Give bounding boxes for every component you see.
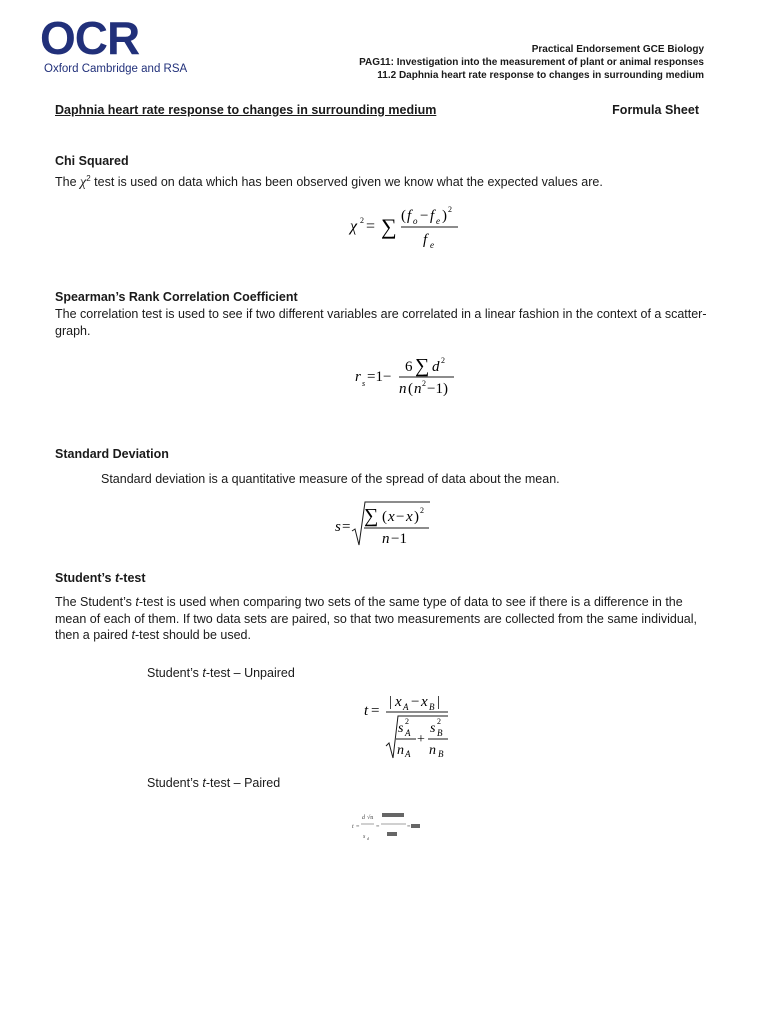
svg-text:d: d [362,815,365,821]
title-row [55,103,699,117]
spearman-body: The correlation test is used to see if two different variables are correlated in a linear fashion in the context of a scatter-graph. [55,307,707,338]
chi-symbol-sup: 2 [86,174,91,183]
formula-sheet-label: Formula Sheet [612,103,699,117]
unpaired-label-pre: Student’s [147,666,203,680]
header-line-3: 11.2 Daphnia heart rate response to changes in surrounding medium [377,70,704,81]
svg-text:x: x [388,509,395,525]
svg-text:6: 6 [405,359,413,375]
unpaired-label-post: -test – Unpaired [205,666,295,680]
ocr-logo-subtitle: Oxford Cambridge and RSA [44,63,188,75]
svg-text:A: A [405,749,411,759]
spearman-formula [350,350,470,400]
svg-text:(: ( [382,509,387,525]
ttest-heading-post: -test [119,571,146,585]
spearman-heading: Spearman’s Rank Correlation Coefficient [55,290,298,304]
svg-text:=1−: =1− [367,369,392,385]
svg-text:n: n [429,743,436,758]
svg-text:=: = [342,519,351,535]
svg-text:χ: χ [350,218,358,235]
svg-text:−1): −1) [427,381,448,397]
svg-text:d: d [432,359,440,375]
ttest-body [55,594,715,644]
svg-text:e: e [430,240,434,250]
svg-text:o: o [413,216,418,226]
ttest-body-part-3: -test should be used. [134,628,251,642]
svg-text:B: B [438,749,444,759]
standard-deviation-formula [330,497,440,551]
svg-text:x: x [395,694,402,710]
chi-intro [55,171,715,192]
ttest-body-part-2: -test is used when comparing two sets of the same type of data to see if there is a difference in the mean of each of them. If two data sets are paired, so that two measurements are collected from the same individual, then a paired [55,595,697,642]
svg-text:2: 2 [405,717,409,726]
svg-text:(: ( [401,208,406,224]
chi-intro-post: test is used on data which has been observed given we know what the expected values are. [94,175,603,190]
svg-text:t: t [364,703,369,719]
svg-text:=: = [356,824,360,830]
svg-text:2: 2 [420,506,424,515]
ttest-heading-pre: Student’s [55,571,115,585]
sd-body: Standard deviation is a quantitative measure of the spread of data about the mean. [101,472,560,486]
svg-text:+: + [417,732,425,747]
paired-label-post: -test – Paired [205,776,281,790]
svg-text:−: − [420,208,429,224]
svg-text:f: f [423,232,428,248]
paired-label-pre: Student’s [147,776,203,790]
svg-text:n: n [382,531,390,547]
svg-text:∑: ∑ [381,214,397,239]
ocr-logo: OCR [40,12,140,64]
header-line-1: Practical Endorsement GCE Biology [531,44,704,55]
header-line-2: PAG11: Investigation into the measurement of plant or animal responses [359,57,704,68]
svg-text:(: ( [408,381,413,397]
svg-text:∑: ∑ [364,505,379,527]
paired-label-t: t [202,776,206,790]
svg-text:s: s [335,519,341,535]
ttest-heading [55,571,146,585]
svg-text:): ) [414,509,419,525]
svg-text:2: 2 [448,205,452,214]
ttest-heading-t: t [114,571,120,585]
svg-text:s: s [363,834,366,840]
svg-text:f: f [407,208,412,224]
svg-text:B: B [429,702,435,712]
svg-text:|: | [389,694,393,710]
svg-text:|: | [437,694,441,710]
svg-text:√n: √n [367,815,374,821]
svg-text:n: n [397,743,404,758]
svg-text:s: s [430,721,436,736]
sd-heading: Standard Deviation [55,447,169,461]
chi-heading: Chi Squared [55,154,129,168]
svg-text:r: r [355,369,361,385]
unpaired-t-test-formula [360,688,460,766]
page-title: Daphnia heart rate response to changes in surrounding medium [55,103,437,117]
svg-text:x: x [406,509,413,525]
svg-text:=: = [366,218,376,235]
svg-text:t: t [352,824,354,830]
svg-text:e: e [436,216,440,226]
svg-text:2: 2 [360,216,364,225]
chi-symbol: χ [80,175,87,191]
svg-text:B: B [437,728,443,738]
unpaired-label-t: t [202,666,206,680]
svg-text:2: 2 [422,379,426,388]
svg-text:): ) [442,208,447,224]
svg-text:s: s [398,721,404,736]
svg-text:=: = [371,703,380,719]
unpaired-label [147,666,295,680]
svg-text:=: = [407,824,411,830]
svg-text:−: − [396,509,405,525]
paired-t-test-formula-image [350,804,420,846]
svg-text:A: A [403,702,409,712]
svg-text:−1: −1 [391,531,407,547]
svg-text:=: = [376,824,380,830]
svg-text:d: d [367,836,369,841]
ttest-body-t-2: t [131,628,135,642]
svg-text:2: 2 [437,717,441,726]
ttest-body-part-1: The Student’s [55,595,136,609]
svg-text:x: x [421,694,428,710]
chi-squared-formula [345,198,475,254]
svg-text:∑: ∑ [415,355,430,377]
svg-text:n: n [414,381,422,397]
svg-text:A: A [405,728,411,738]
svg-text:−: − [411,694,420,710]
paired-label [147,776,280,790]
svg-text:f: f [430,208,435,224]
svg-text:s: s [362,379,366,388]
svg-text:2: 2 [441,356,445,365]
ttest-body-t-1: t [135,595,139,609]
svg-text:n: n [399,381,407,397]
chi-intro-pre: The [55,175,77,190]
